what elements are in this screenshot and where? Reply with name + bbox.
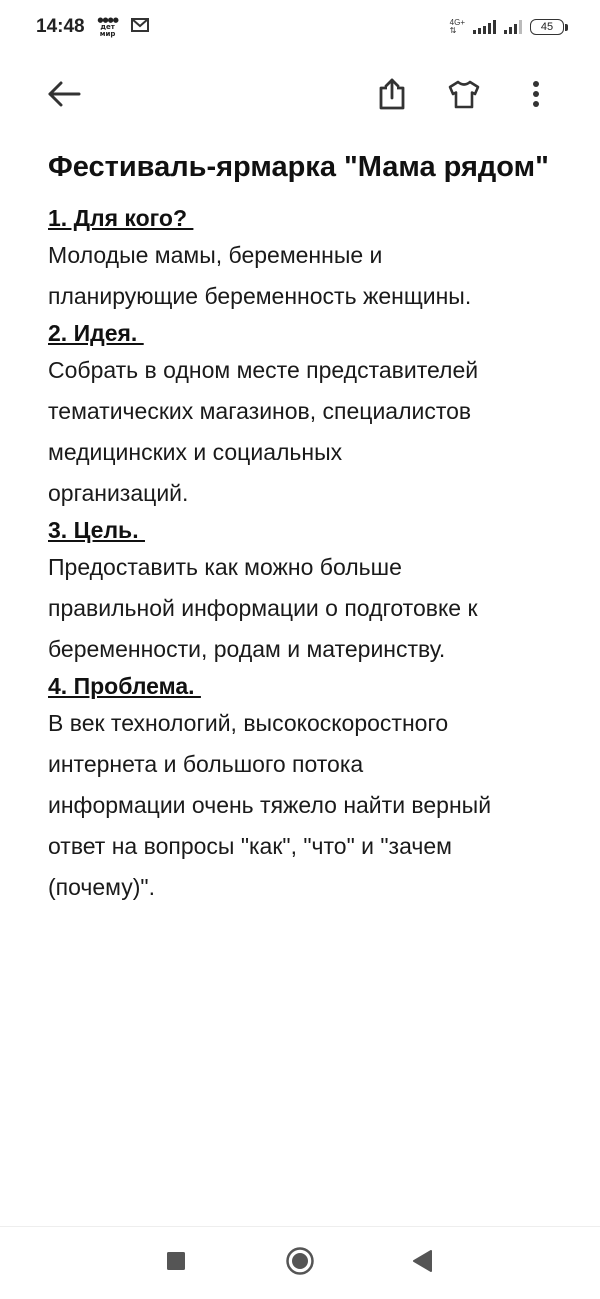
note-title: Фестиваль-ярмарка "Мама рядом" <box>48 151 549 183</box>
detmir-app-badge-text: дет мир <box>99 22 116 38</box>
signal-strength-icon <box>473 20 496 34</box>
system-nav-bar <box>0 1227 600 1299</box>
section-body: Молодые мамы, беременные и планирующие беременность женщины. <box>48 242 472 309</box>
section-body: В век технологий, высокоскоростного интернета и большого потока информации очень тяжело найти верный ответ на вопросы "как", "что" и "зачем (почему)". <box>48 710 492 900</box>
note-content[interactable] <box>48 148 568 908</box>
recents-square-icon <box>166 1251 186 1276</box>
network-type-label: 4G+ ⇅ <box>449 18 465 35</box>
home-button[interactable] <box>278 1241 322 1285</box>
data-arrows-icon: ⇅ <box>449 26 457 35</box>
back-button[interactable] <box>38 68 90 120</box>
mail-icon <box>131 18 149 37</box>
section-heading: 3. Цель. <box>48 517 145 543</box>
section-body: Предоставить как можно больше правильной информации о подготовке к беременности, родам и материнству. <box>48 554 478 662</box>
status-right <box>450 19 568 35</box>
more-vert-icon <box>532 80 540 108</box>
toolbar <box>0 62 600 126</box>
status-time: 14:48 <box>36 16 85 37</box>
theme-button[interactable] <box>438 68 490 120</box>
section-heading: 2. Идея. <box>48 320 144 346</box>
system-back-button[interactable] <box>400 1241 444 1285</box>
status-bar <box>0 0 600 54</box>
share-icon <box>378 78 406 110</box>
status-left <box>36 16 149 38</box>
section-body: Собрать в одном месте представителей тематических магазинов, специалистов медицинских и социальных организаций. <box>48 357 479 506</box>
recents-button[interactable] <box>154 1241 198 1285</box>
battery-icon <box>530 19 568 35</box>
section-heading: 4. Проблема. <box>48 673 201 699</box>
section-heading: 1. Для кого? <box>48 205 194 231</box>
signal-strength-secondary-icon <box>504 20 522 34</box>
detmir-app-icon: ●●●● дет мир <box>97 15 118 38</box>
back-arrow-icon <box>47 81 81 107</box>
share-button[interactable] <box>366 68 418 120</box>
back-triangle-icon <box>411 1249 433 1278</box>
home-circle-icon <box>285 1246 315 1281</box>
more-options-button[interactable] <box>510 68 562 120</box>
tshirt-icon <box>447 79 481 109</box>
battery-level: 45 <box>530 19 564 35</box>
